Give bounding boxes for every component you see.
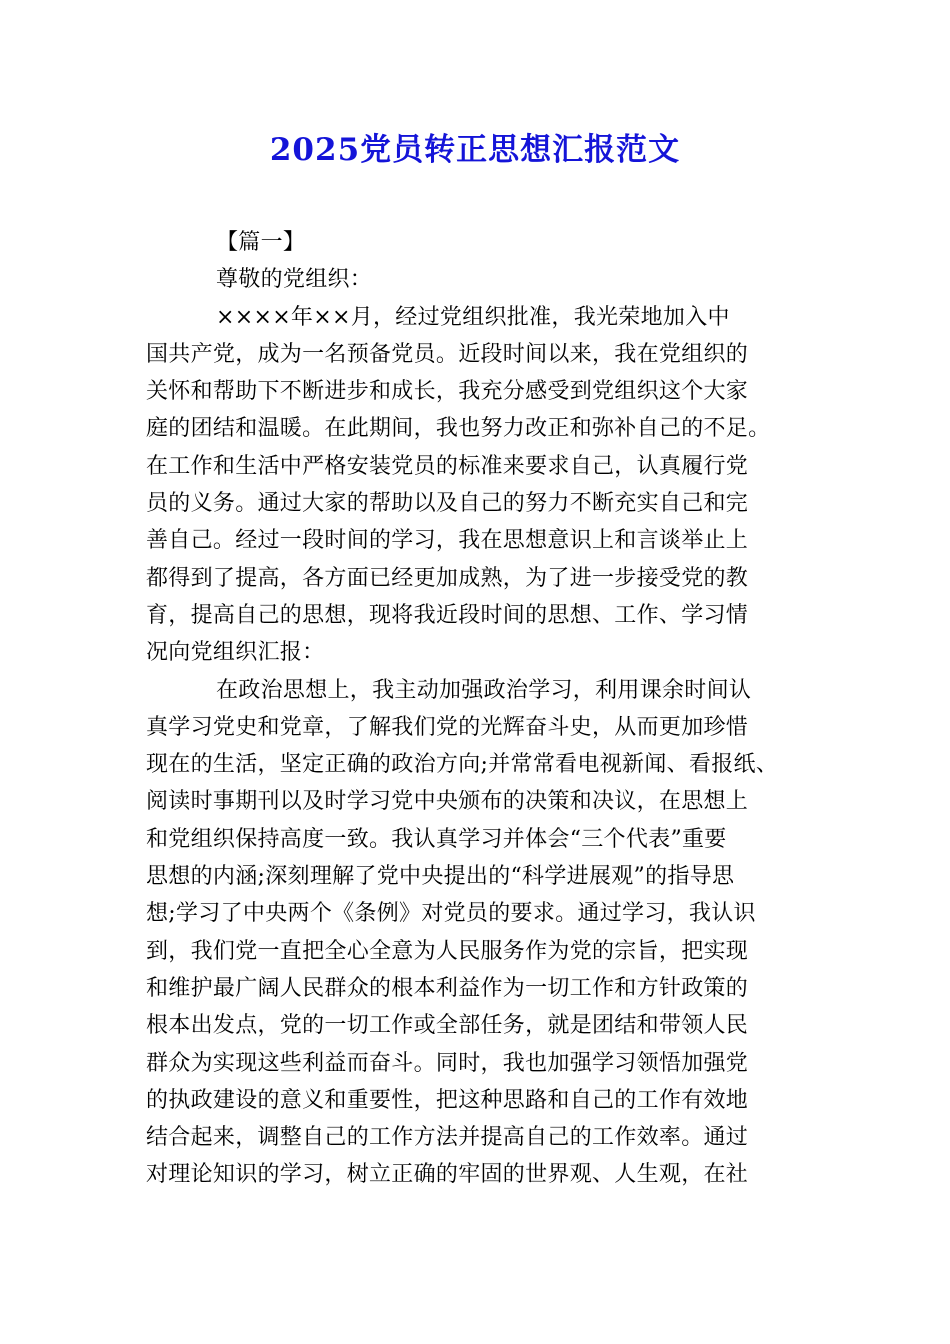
text-line: 对理论知识的学习，树立正确的牢固的世界观、人生观，在社 <box>146 1162 749 1188</box>
text-line: 到，我们党一直把全心全意为人民服务作为党的宗旨，把实现 <box>146 938 749 964</box>
text-line: 真学习党史和党章，了解我们党的光辉奋斗史，从而更加珍惜 <box>146 714 749 740</box>
text-line: 关怀和帮助下不断进步和成长，我充分感受到党组织这个大家 <box>146 379 749 405</box>
text-line: 国共产党，成为一名预备党员。近段时间以来，我在党组织的 <box>146 341 749 367</box>
text-line: 结合起来，调整自己的工作方法并提高自己的工作效率。通过 <box>146 1125 749 1151</box>
text-line: 善自己。经过一段时间的学习，我在思想意识上和言谈举止上 <box>146 528 749 554</box>
text-line: 况向党组织汇报： <box>146 640 325 666</box>
text-line: 都得到了提高，各方面已经更加成熟，为了进一步接受党的教 <box>146 565 749 591</box>
salutation: 尊敬的党组织： <box>216 267 373 293</box>
text-line: ××××年××月，经过党组织批准，我光荣地加入中 <box>216 304 730 330</box>
text-line: 思想的内涵;深刻理解了党中央提出的“科学进展观”的指导思 <box>146 864 735 890</box>
text-line: 员的义务。通过大家的帮助以及自己的努力不断充实自己和完 <box>146 491 749 517</box>
text-line: 庭的团结和温暖。在此期间，我也努力改正和弥补自己的不足。 <box>146 416 771 442</box>
text-line: 群众为实现这些利益而奋斗。同时，我也加强学习领悟加强党 <box>146 1050 749 1076</box>
text-line: 和党组织保持高度一致。我认真学习并体会“三个代表”重要 <box>146 826 727 852</box>
text-line: 育，提高自己的思想，现将我近段时间的思想、工作、学习情 <box>146 602 749 628</box>
section-heading: 【篇一】 <box>216 230 306 255</box>
text-line: 的执政建设的意义和重要性，把这种思路和自己的工作有效地 <box>146 1087 749 1113</box>
text-line: 想;学习了中央两个《条例》对党员的要求。通过学习，我认识 <box>146 901 756 927</box>
document-body <box>146 224 826 1194</box>
text-line: 在政治思想上，我主动加强政治学习，利用课余时间认 <box>216 677 752 703</box>
document-title: 2025党员转正思想汇报范文 <box>269 132 681 168</box>
text-line: 根本出发点，党的一切工作或全部任务，就是团结和带领人民 <box>146 1013 749 1039</box>
text-line: 现在的生活，坚定正确的政治方向;并常常看电视新闻、看报纸、 <box>146 752 779 778</box>
text-line: 阅读时事期刊以及时学习党中央颁布的决策和决议，在思想上 <box>146 789 749 815</box>
text-line: 和维护最广阔人民群众的根本利益作为一切工作和方针政策的 <box>146 975 749 1001</box>
text-line: 在工作和生活中严格安装党员的标准来要求自己，认真履行党 <box>146 453 749 479</box>
